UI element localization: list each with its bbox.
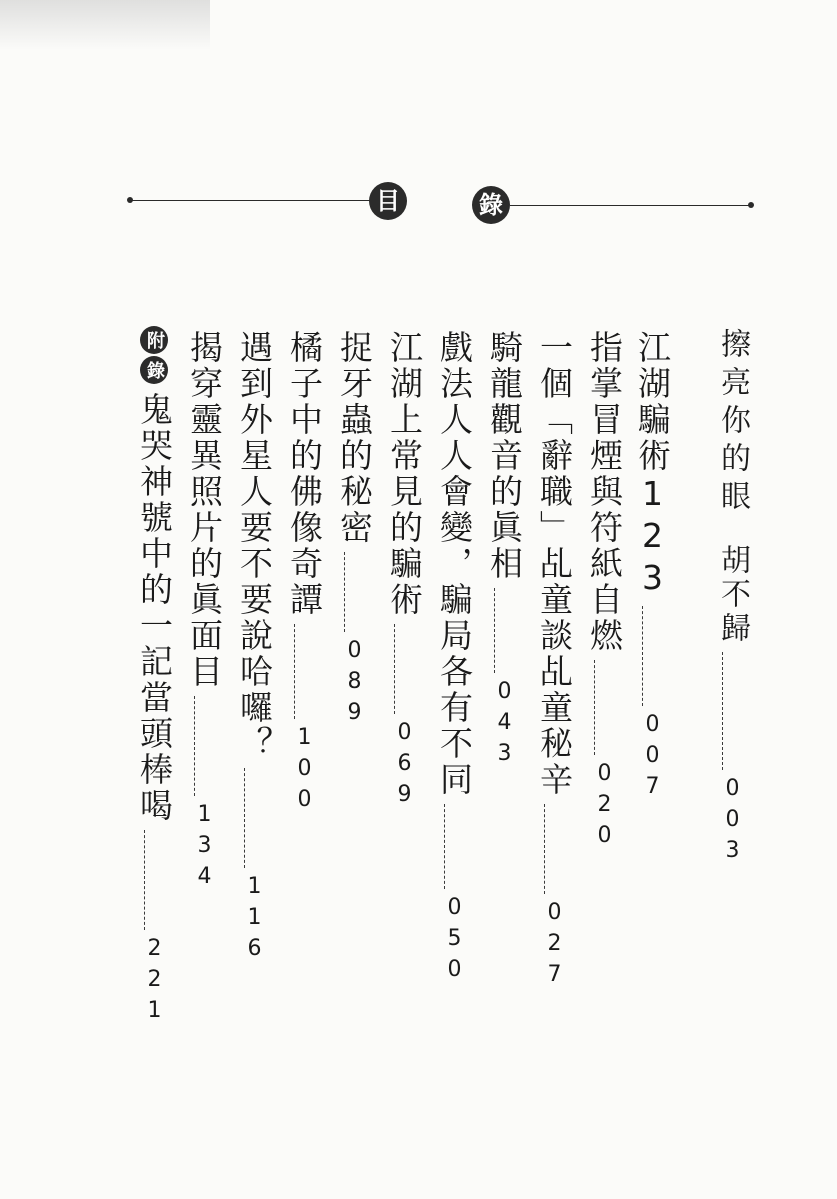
entry-title: 江湖上常見的騙術 [385, 330, 424, 618]
page-number: 020 [592, 761, 617, 854]
toc-entry[interactable] [632, 330, 672, 805]
leader-dots [194, 696, 195, 796]
leader-dots [594, 660, 595, 755]
toc-entry[interactable] [184, 330, 224, 895]
page-number: 043 [492, 679, 517, 772]
page-number: 003 [720, 776, 745, 869]
leader-dots [642, 606, 643, 706]
entry-title: 江湖騙術123 [633, 330, 672, 600]
toc-entry[interactable] [334, 330, 374, 731]
leader-dots [344, 552, 345, 632]
leader-dots [494, 588, 495, 673]
leader-dots [722, 652, 723, 770]
toc-entry[interactable] [434, 330, 474, 988]
toc-entry[interactable] [584, 330, 624, 854]
heading-badge-mu: 目 [369, 182, 407, 220]
page-number: 027 [542, 900, 567, 993]
leader-dots [544, 804, 545, 894]
page-number: 089 [342, 638, 367, 731]
leader-dots [444, 804, 445, 889]
page-number: 221 [142, 936, 167, 1029]
leader-dots [394, 624, 395, 714]
preface-author: 胡不歸 [715, 544, 750, 646]
entry-title: 揭穿靈異照片的眞面目 [185, 330, 224, 690]
appendix-badge-fu: 附 [140, 326, 168, 354]
entry-title: 騎龍觀音的眞相 [485, 330, 524, 582]
page-number: 050 [442, 895, 467, 988]
entry-title: 鬼哭神號中的一記當頭棒喝 [135, 392, 174, 824]
leader-dots [294, 624, 295, 719]
page-number: 069 [392, 720, 417, 813]
page-number: 134 [192, 802, 217, 895]
entry-title: 一個「辭職」乩童談乩童秘辛 [535, 330, 574, 798]
entry-title: 捉牙蟲的秘密 [335, 330, 374, 546]
entry-title: 遇到外星人要不要說哈囉？ [235, 330, 274, 762]
toc-entry-appendix[interactable] [134, 326, 174, 1029]
toc-entry[interactable] [284, 330, 324, 818]
page-number: 116 [242, 874, 267, 967]
toc-entry-preface[interactable] [712, 328, 752, 869]
toc-entry[interactable] [484, 330, 524, 772]
entry-title: 戲法人人會變，騙局各有不同 [435, 330, 474, 798]
heading-rule-right [510, 205, 750, 206]
leader-dots [144, 830, 145, 930]
toc-entry[interactable] [534, 330, 574, 993]
page-number: 007 [640, 712, 665, 805]
heading-rule-left [132, 200, 370, 201]
entry-title: 橘子中的佛像奇譚 [285, 330, 324, 618]
page-corner-smudge [0, 0, 210, 50]
rule-right-end-dot [748, 202, 754, 208]
preface-title: 擦亮你的眼 [715, 328, 750, 518]
entry-title: 指掌冒煙與符紙自燃 [585, 330, 624, 654]
toc-entry[interactable] [384, 330, 424, 813]
heading-badge-lu: 錄 [472, 186, 510, 224]
appendix-badge-lu: 錄 [140, 356, 168, 384]
page-number: 100 [292, 725, 317, 818]
toc-entry[interactable] [234, 330, 274, 967]
leader-dots [244, 768, 245, 868]
